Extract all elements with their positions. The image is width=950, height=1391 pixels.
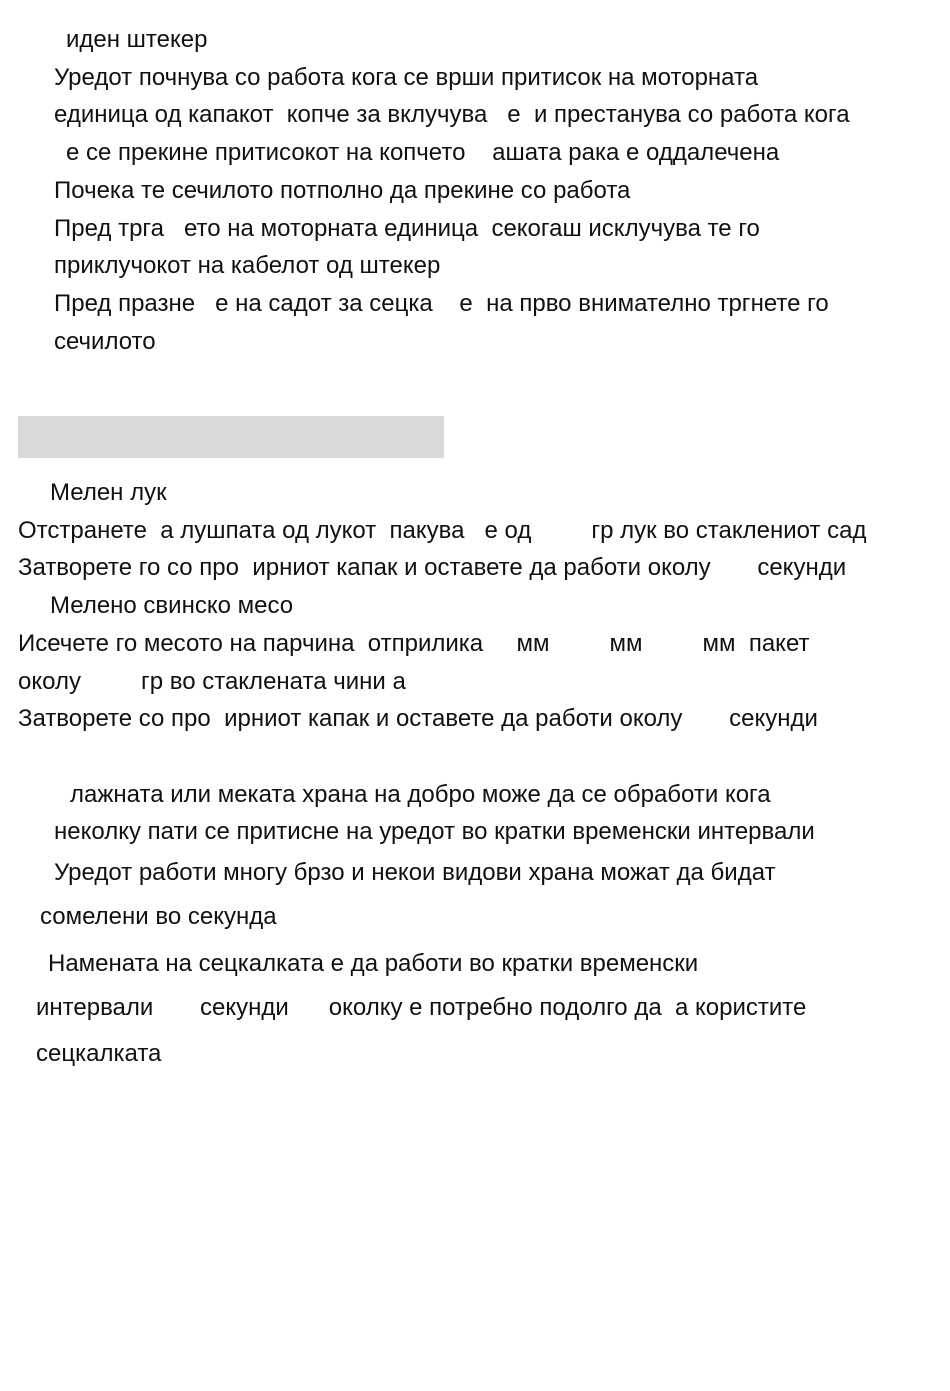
tip-line: неколку пати се притисне на уредот во кратки временски интервали bbox=[54, 818, 815, 845]
recipe-heading: Мелен лук bbox=[50, 479, 167, 506]
recipe-heading: Мелено свинско месо bbox=[50, 592, 294, 619]
recipe-line: Отстранете а лушпата од лукот пакува е од гр лук во стаклениот сад bbox=[18, 517, 867, 544]
recipe-line: Затворете со про ирниот капак и оставете да работи околу секунди bbox=[18, 705, 818, 732]
text-line: приклучокот на кабелот од штекер bbox=[54, 252, 441, 279]
text-line: иден штекер bbox=[66, 26, 208, 53]
tip-line: сомелени во секунда bbox=[40, 903, 277, 930]
recipe-line: околу гр во стаклената чини а bbox=[18, 668, 406, 695]
text-line: единица од капакот копче за вклучува е и престанува со работа кога bbox=[54, 101, 850, 128]
section-header-bar bbox=[18, 416, 444, 458]
recipe-line: Затворете го со про ирниот капак и оставете да работи околу секунди bbox=[18, 554, 847, 581]
text-line: Почека те сечилото потполно да прекине со работа bbox=[54, 177, 631, 204]
tip-line: интервали секунди околку е потребно подолго да а користите bbox=[36, 994, 807, 1021]
tip-line: Уредот работи многу брзо и некои видови храна можат да бидат bbox=[54, 859, 776, 886]
text-line: Уредот почнува со работа кога се врши притисок на моторната bbox=[54, 64, 759, 91]
tip-line: сецкалката bbox=[36, 1040, 162, 1067]
recipe-line: Исечете го месото на парчина отприлика мм мм мм пакет bbox=[18, 630, 810, 657]
text-line: е се прекине притисокот на копчето ашата рака е оддалечена bbox=[66, 139, 780, 166]
tip-line: Намената на сецкалката е да работи во кратки временски bbox=[48, 950, 699, 977]
text-line: Пред трга ето на моторната единица секогаш исклучува те го bbox=[54, 215, 760, 242]
text-line: Пред празне е на садот за сецка е на прво внимателно тргнете го bbox=[54, 290, 829, 317]
tip-line: лажната или меката храна на добро може да се обработи кога bbox=[70, 781, 771, 808]
text-line: сечилото bbox=[54, 328, 156, 355]
